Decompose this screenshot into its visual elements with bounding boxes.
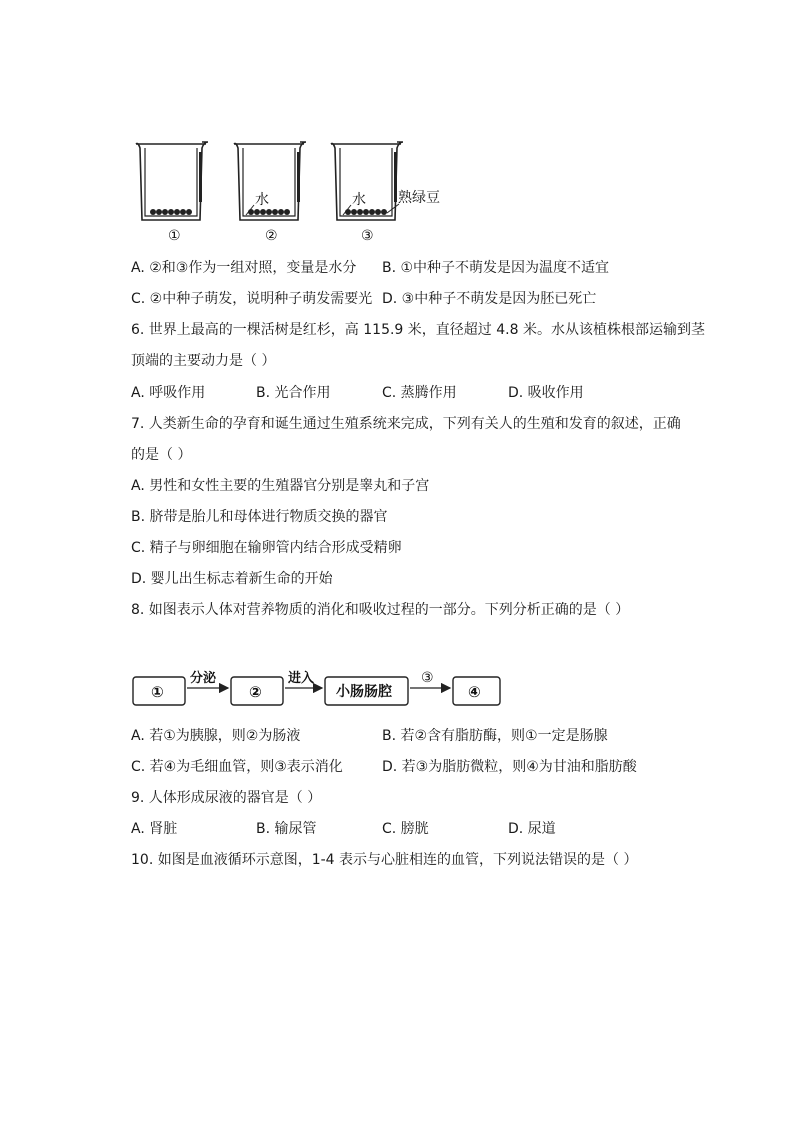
q6-option-a: A. 呼吸作用 <box>131 385 206 401</box>
q8-stem-line1: 8. 如图表示人体对营养物质的消化和吸收过程的一部分。下列分析正确的是（ ） <box>131 602 630 618</box>
water-label-3: 水 <box>352 192 366 208</box>
q9-option-a: A. 肾脏 <box>131 821 178 837</box>
q5-option-a: A. ②和③作为一组对照，变量是水分 <box>131 260 357 276</box>
q5-option-b: B. ①中种子不萌发是因为温度不适宜 <box>382 260 610 276</box>
q8-option-a: A. 若①为胰腺，则②为肠液 <box>131 728 301 744</box>
q6-stem-line2: 顶端的主要动力是（ ） <box>131 353 276 369</box>
q6-option-b: B. 光合作用 <box>256 385 331 401</box>
q7-option-d: D. 婴儿出生标志着新生命的开始 <box>131 571 333 587</box>
bean-label: 熟绿豆 <box>398 190 440 206</box>
q9-stem-line1: 9. 人体形成尿液的器官是（ ） <box>131 790 322 806</box>
q9-option-b: B. 输尿管 <box>256 821 317 837</box>
q7-stem-line1: 7. 人类新生命的孕育和诞生通过生殖系统来完成，下列有关人的生殖和发育的叙述，正确 <box>131 416 681 432</box>
digestion-flow-diagram <box>130 664 510 710</box>
q5-option-d: D. ③中种子不萌发是因为胚已死亡 <box>382 291 597 307</box>
q7-option-c: C. 精子与卵细胞在输卵管内结合形成受精卵 <box>131 540 402 556</box>
q10-stem-line1: 10. 如图是血液循环示意图，1-4 表示与心脏相连的血管，下列说法错误的是（ ） <box>131 852 638 868</box>
seed-row-1 <box>150 209 192 215</box>
q7-option-a: A. 男性和女性主要的生殖器官分别是睾丸和子宫 <box>131 478 430 494</box>
q6-option-c: C. 蒸腾作用 <box>382 385 457 401</box>
flow-arrow-2-label: 进入 <box>288 671 315 686</box>
beaker-figure <box>128 136 458 246</box>
beaker-label-1: ① <box>168 228 181 244</box>
q7-stem-line2: 的是（ ） <box>131 447 192 463</box>
beaker-1 <box>136 142 208 220</box>
flow-box-1-label: ① <box>151 683 164 701</box>
q8-option-d: D. 若③为脂肪微粒，则④为甘油和脂肪酸 <box>382 759 637 775</box>
q5-option-c: C. ②中种子萌发，说明种子萌发需要光 <box>131 291 373 307</box>
q6-option-d: D. 吸收作用 <box>508 385 584 401</box>
q6-stem-line1: 6. 世界上最高的一棵活树是红杉，高 115.9 米，直径超过 4.8 米。水从该植株根部运输到茎 <box>131 322 705 338</box>
flow-box-4-label: ④ <box>468 683 481 701</box>
seed-row-2 <box>248 209 290 215</box>
flow-box-2-label: ② <box>249 683 262 701</box>
q9-option-c: C. 膀胱 <box>382 821 429 837</box>
beaker-2 <box>234 142 306 220</box>
q8-option-c: C. 若④为毛细血管，则③表示消化 <box>131 759 343 775</box>
flow-arrow-1-label: 分泌 <box>190 671 217 686</box>
q8-option-b: B. 若②含有脂肪酶，则①一定是肠腺 <box>382 728 608 744</box>
q9-option-d: D. 尿道 <box>508 821 556 837</box>
beaker-label-2: ② <box>265 228 278 244</box>
flow-arrow-3-label: ③ <box>421 670 434 686</box>
seed-row-3 <box>345 209 387 215</box>
beaker-3 <box>331 142 403 220</box>
q7-option-b: B. 脐带是胎儿和母体进行物质交换的器官 <box>131 509 388 525</box>
flow-box-3-label: 小肠肠腔 <box>336 684 392 700</box>
water-label-2: 水 <box>255 192 269 208</box>
beaker-label-3: ③ <box>361 228 374 244</box>
